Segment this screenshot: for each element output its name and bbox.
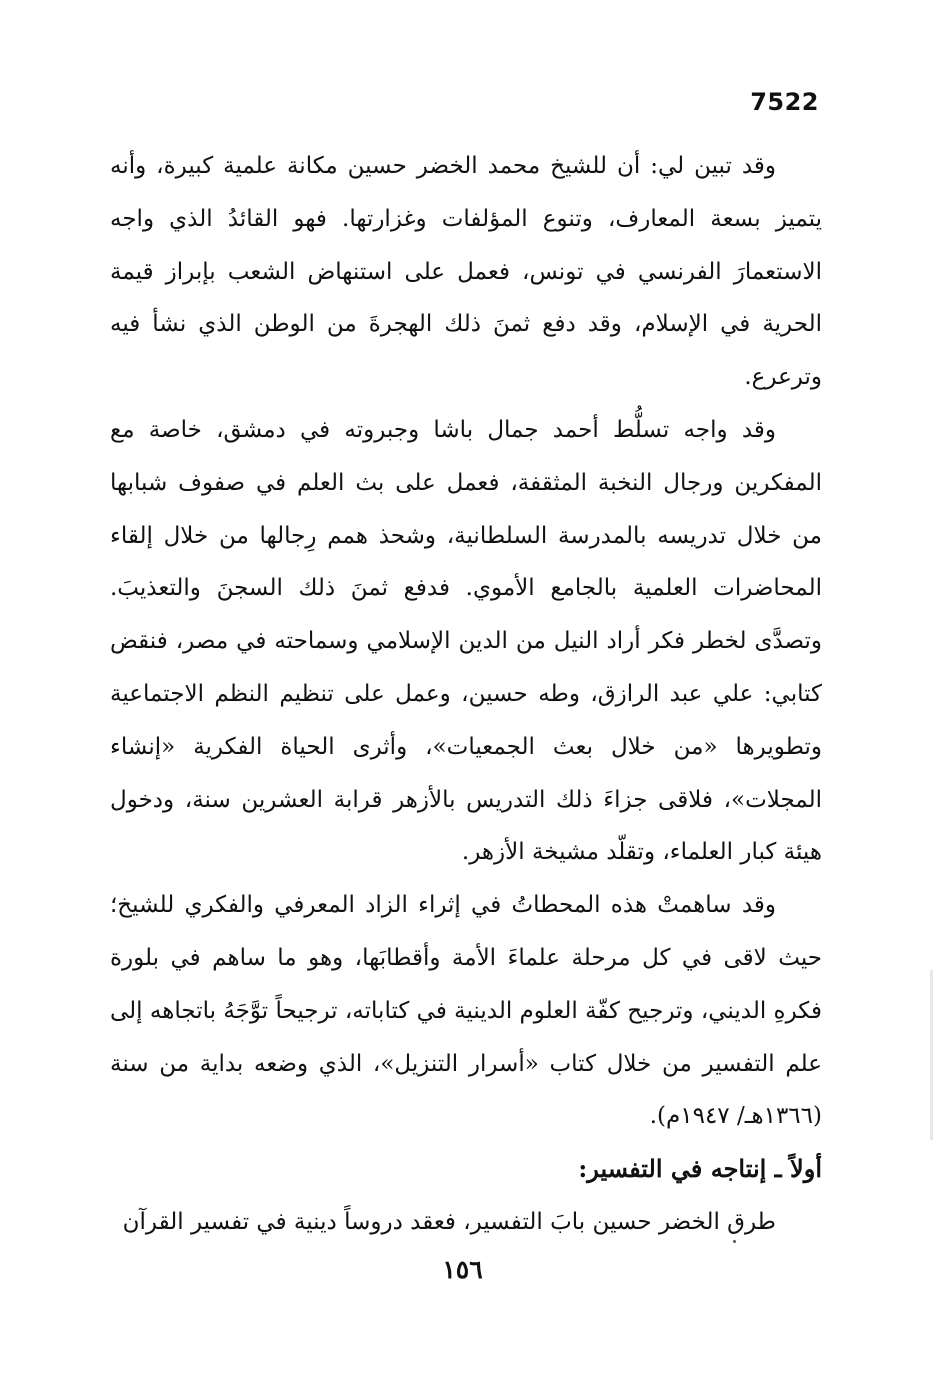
page-number: ١٥٦ bbox=[442, 1255, 483, 1284]
paragraph-final: طرق الخضر حسين بابَ التفسير، فعقد دروساً دينية في تفسير القرآن bbox=[122, 1208, 776, 1235]
catalog-number: 7522 bbox=[750, 88, 819, 116]
scan-speck bbox=[733, 1240, 736, 1243]
paragraph-tafsir-path: وقد ساهمتْ هذه المحطاتُ في إثراء الزاد المعرفي والفكري للشيخ؛ حيث لاقى في كل مرحلة علماءَ الأمة وأقطابَها، وهو ما ساهم في بلورة فكرهِ الديني، وترجيح كفّة العلوم الدينية في كتاباته، ترجيحاً توَّجَهُ باتجاهه إلى علم التفسير من خلال كتاب «أسرار التنزيل»، الذي وضعه بداية من سنة (١٣٦٦هـ/ ١٩٤٧م). bbox=[110, 892, 822, 1130]
scan-edge-shadow bbox=[930, 970, 933, 1140]
section-heading: أولاً ـ إنتاجه في التفسير: bbox=[578, 1154, 822, 1184]
page-body bbox=[110, 140, 822, 1249]
paragraph-intro: وقد تبين لي: أن للشيخ محمد الخضر حسين مكانة علمية كبيرة، وأنه يتميز بسعة المعارف، وتنوع المؤلفات وغزارتها. فهو القائدُ الذي واجه الاستعمارَ الفرنسي في تونس، فعمل على استنهاض الشعب بإبراز قيمة الحرية في الإسلام، وقد دفع ثمنَ ذلك الهجرةَ من الوطن الذي نشأ فيه وترعرع. bbox=[110, 153, 822, 391]
paragraph-damascus-egypt: وقد واجه تسلُّط أحمد جمال باشا وجبروته في دمشق، خاصة مع المفكرين ورجال النخبة المثقفة، فعمل على بث العلم في صفوف شبابها من خلال تدريسه بالمدرسة السلطانية، وشحذ همم رِجالها من خلال إلقاء المحاضرات العلمية بالجامع الأموي. فدفع ثمنَ ذلك السجنَ والتعذيبَ. وتصدَّى لخطر فكر أراد النيل من الدين الإسلامي وسماحته في مصر، فنقض كتابي: علي عبد الرازق، وطه حسين، وعمل على تنظيم النظم الاجتماعية وتطويرها «من خلال بعث الجمعيات»، وأثرى الحياة الفكرية «إنشاء المجلات»، فلاقى جزاءَ ذلك التدريس بالأزهر قرابة العشرين سنة، ودخول هيئة كبار العلماء، وتقلّد مشيخة الأزهر. bbox=[110, 416, 822, 866]
